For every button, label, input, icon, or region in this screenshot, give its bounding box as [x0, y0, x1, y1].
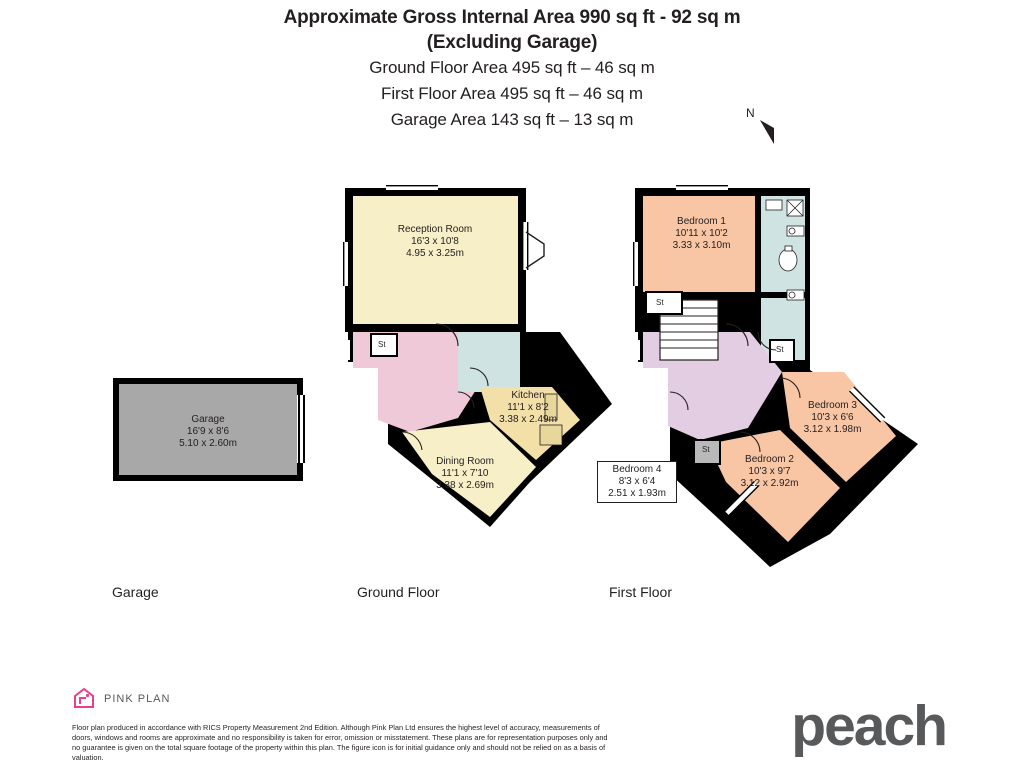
compass-north-label: N [746, 106, 755, 120]
caption-garage: Garage [112, 584, 159, 600]
room-label-reception-room: Reception Room 16'3 x 10'8 4.95 x 3.25m [397, 224, 473, 259]
storage-label-first-3: St [702, 445, 710, 454]
room-label-garage: Garage 16'9 x 8'6 5.10 x 2.60m [179, 414, 237, 449]
room-label-kitchen: Kitchen 11'1 x 8'2 3.38 x 2.49m [499, 390, 557, 425]
storage-label-first-1: St [656, 298, 664, 307]
header [0, 0, 1024, 133]
room-label-bedroom-3: Bedroom 3 10'3 x 6'6 3.12 x 1.98m [803, 400, 862, 435]
garage-floorplan [110, 375, 310, 495]
compass [742, 106, 792, 151]
caption-ground-floor: Ground Floor [357, 584, 440, 600]
room-label-dining-room: Dining Room 11'1 x 7'10 3.38 x 2.69m [436, 456, 494, 491]
peach-logo-text: peach [791, 694, 946, 758]
pink-plan-wordmark: PINK PLAN [104, 693, 171, 705]
page-subtitle: (Excluding Garage) [426, 32, 598, 53]
peach-logo [791, 694, 946, 758]
page-title: Approximate Gross Internal Area 990 sq ft - 92 sq m [283, 7, 741, 28]
area-line-first: First Floor Area 495 sq ft – 46 sq m [381, 84, 643, 103]
disclaimer-text: Floor plan produced in accordance with RICS Property Measurement 2nd Edition. Although Pink Plan Ltd ensures the highest level of accuracy, measurements of doors, windows and rooms are approximate and no responsibility is taken for error, omission or misstatement. These plans are for representation purposes only and no guarantee is given on the total square footage of the property within this plan. The figure icon is for initial guidance only and should not be relied on as a basis of valuation. [72, 723, 608, 762]
caption-first-floor: First Floor [609, 584, 672, 600]
room-label-bedroom-4: Bedroom 4 8'3 x 6'4 2.51 x 1.93m [597, 461, 677, 503]
area-line-ground: Ground Floor Area 495 sq ft – 46 sq m [369, 58, 655, 77]
ground-floor-floorplan [340, 182, 625, 542]
pink-plan-house-icon [72, 686, 96, 710]
storage-label-first-2: St [776, 345, 784, 354]
room-label-bedroom-1: Bedroom 1 10'11 x 10'2 3.33 x 3.10m [672, 216, 731, 251]
area-line-garage: Garage Area 143 sq ft – 13 sq m [390, 110, 634, 129]
storage-label-ground-1: St [378, 340, 386, 349]
pink-plan-logo [72, 686, 272, 710]
first-floor-floorplan [630, 182, 925, 567]
room-label-bedroom-2: Bedroom 2 10'3 x 9'7 3.12 x 2.92m [740, 454, 799, 489]
